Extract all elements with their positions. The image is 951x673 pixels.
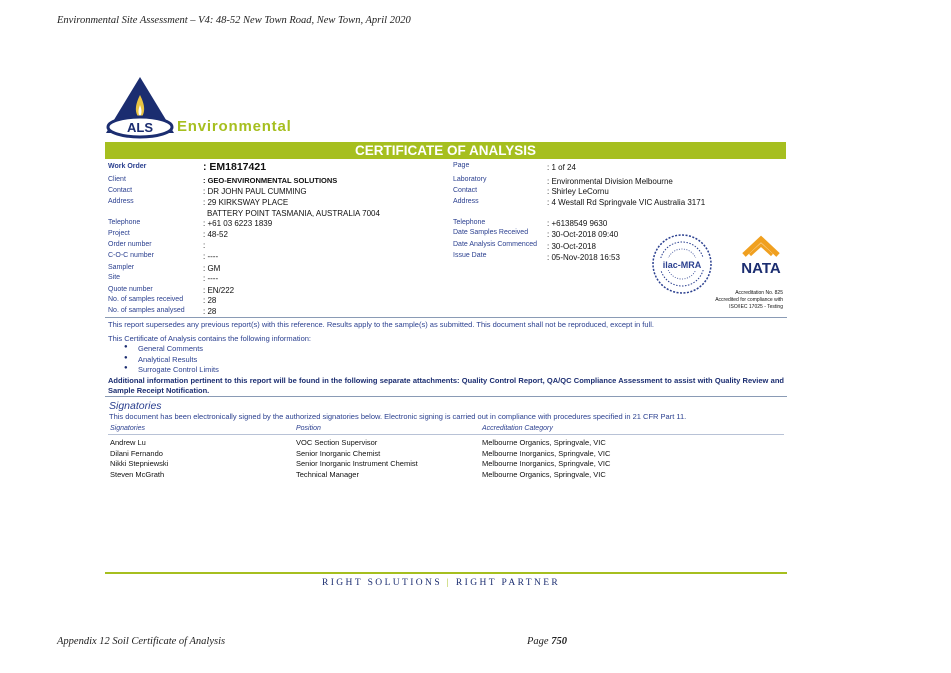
client-value: : GEO-ENVIRONMENTAL SOLUTIONS [203, 176, 338, 185]
signatory-position: Senior Inorganic Chemist [296, 449, 381, 458]
laboratory-label: Laboratory [453, 176, 487, 183]
page-footer-number [527, 636, 567, 647]
signatory-position: Senior Inorganic Instrument Chemist [296, 459, 418, 468]
quote-number-label: Quote number [108, 286, 153, 293]
supersedes-notice: This report supersedes any previous report(s) with this reference. Results apply to the sample(s) as submitted. This document shall not be reproduced, except in full. [108, 320, 654, 329]
samples-received-value: : 28 [203, 296, 217, 305]
logo-text: Environmental [177, 118, 292, 135]
page-label: Page [527, 636, 549, 647]
signatories-note: This document has been electronically signed by the authorized signatories below. Electronic signing is carried out in compliance with procedures specified in 21 CFR Part 11. [109, 412, 687, 421]
lab-address-value: : 4 Westall Rd Springvale VIC Australia 3171 [547, 198, 706, 207]
contains-item: ● General Comments [138, 344, 203, 353]
accreditation-column-header: Accreditation Category [482, 425, 553, 432]
issue-date-value: : 05-Nov-2018 16:53 [547, 253, 620, 262]
signatory-name: Dilani Fernando [110, 449, 163, 458]
accreditation-compliance: Accredited for compliance with [715, 297, 783, 303]
als-logo-icon [104, 75, 184, 139]
samples-analysed-value: : 28 [203, 307, 217, 316]
work-order-label: Work Order [108, 163, 147, 170]
samples-received-label: No. of samples received [108, 296, 184, 303]
signatory-category: Melbourne Organics, Springvale, VIC [482, 470, 606, 479]
coc-number-value: : ---- [203, 252, 219, 261]
divider [105, 396, 787, 397]
logo-brand: ALS [127, 120, 153, 135]
table-header-rule [108, 434, 784, 435]
date-received-label: Date Samples Received [453, 229, 529, 236]
laboratory-value: : Environmental Division Melbourne [547, 177, 673, 186]
contains-item: ● Surrogate Control Limits [138, 365, 219, 374]
tagline-right: RIGHT PARTNER [455, 578, 561, 588]
tagline-left: RIGHT SOLUTIONS [322, 578, 443, 588]
work-order-value: : EM1817421 [203, 161, 267, 173]
address-label: Address [108, 198, 134, 205]
page-header: Environmental Site Assessment – V4: 48-52 New Town Road, New Town, April 2020 [57, 15, 411, 26]
accreditation-number: Accreditation No. 825 [735, 290, 783, 296]
date-commenced-value: : 30-Oct-2018 [547, 242, 596, 251]
signatory-category: Melbourne Inorganics, Springvale, VIC [482, 459, 611, 468]
divider [105, 317, 787, 318]
order-number-value: : [203, 241, 206, 250]
position-column-header: Position [296, 425, 321, 432]
page-number: 750 [551, 636, 567, 647]
issue-date-label: Issue Date [453, 252, 487, 259]
accreditation-standard: ISO/IEC 17025 - Testing [729, 304, 783, 310]
signatory-category: Melbourne Organics, Springvale, VIC [482, 438, 606, 447]
signatories-title: Signatories [109, 400, 162, 412]
ilac-text: ilac-MRA [662, 260, 702, 270]
additional-info-notice: Additional information pertinent to this report will be found in the following separate attachments: Quality Control Report, QA/QC Compliance Assessment to assist with Quality Review and Sample Receipt Notification. [108, 376, 784, 395]
address-line2: BATTERY POINT TASMANIA, AUSTRALIA 7004 [207, 209, 380, 218]
page-footer-left: Appendix 12 Soil Certificate of Analysis [57, 636, 226, 647]
tagline [322, 578, 560, 588]
date-commenced-label: Date Analysis Commenced [453, 241, 538, 248]
telephone-label: Telephone [108, 219, 141, 226]
signatory-name: Nikki Stepniewski [110, 459, 169, 468]
project-label: Project [108, 230, 130, 237]
quote-number-value: : EN/222 [203, 286, 235, 295]
order-number-label: Order number [108, 241, 152, 248]
address-value: : 29 KIRKSWAY PLACE [203, 198, 289, 207]
signatories-column-header: Signatories [110, 425, 146, 432]
telephone-value: : +61 03 6223 1839 [203, 219, 273, 228]
ilac-mra-logo-icon [651, 233, 713, 295]
lab-telephone-value: : +6138549 9630 [547, 219, 608, 228]
site-label: Site [108, 274, 121, 281]
sampler-label: Sampler [108, 264, 135, 271]
project-value: : 48-52 [203, 230, 228, 239]
contains-intro: This Certificate of Analysis contains the following information: [108, 334, 312, 343]
lab-address-label: Address [453, 198, 479, 205]
samples-analysed-label: No. of samples analysed [108, 307, 185, 314]
contact-value: : DR JOHN PAUL CUMMING [203, 187, 307, 196]
date-received-value: : 30-Oct-2018 09:40 [547, 230, 619, 239]
signatory-name: Steven McGrath [110, 470, 165, 479]
lab-contact-label: Contact [453, 187, 478, 194]
contact-label: Contact [108, 187, 133, 194]
client-label: Client [108, 176, 126, 183]
lab-telephone-label: Telephone [453, 219, 486, 226]
signatory-category: Melbourne Inorganics, Springvale, VIC [482, 449, 611, 458]
signatory-name: Andrew Lu [110, 438, 146, 447]
sampler-value: : GM [203, 264, 221, 273]
site-value: : ---- [203, 274, 219, 283]
page-label-field: Page [453, 162, 470, 169]
signatory-position: Technical Manager [296, 470, 359, 479]
certificate-title: CERTIFICATE OF ANALYSIS [105, 142, 786, 159]
nata-text: NATA [741, 260, 781, 277]
signatory-position: VOC Section Supervisor [296, 438, 378, 447]
footer-rule [105, 572, 787, 574]
page-value: : 1 of 24 [547, 163, 576, 172]
lab-contact-value: : Shirley LeCornu [547, 187, 609, 196]
contains-item: ● Analytical Results [138, 355, 197, 364]
nata-logo-icon [736, 235, 786, 289]
tagline-separator: | [446, 578, 452, 588]
coc-number-label: C-O-C number [108, 252, 154, 259]
